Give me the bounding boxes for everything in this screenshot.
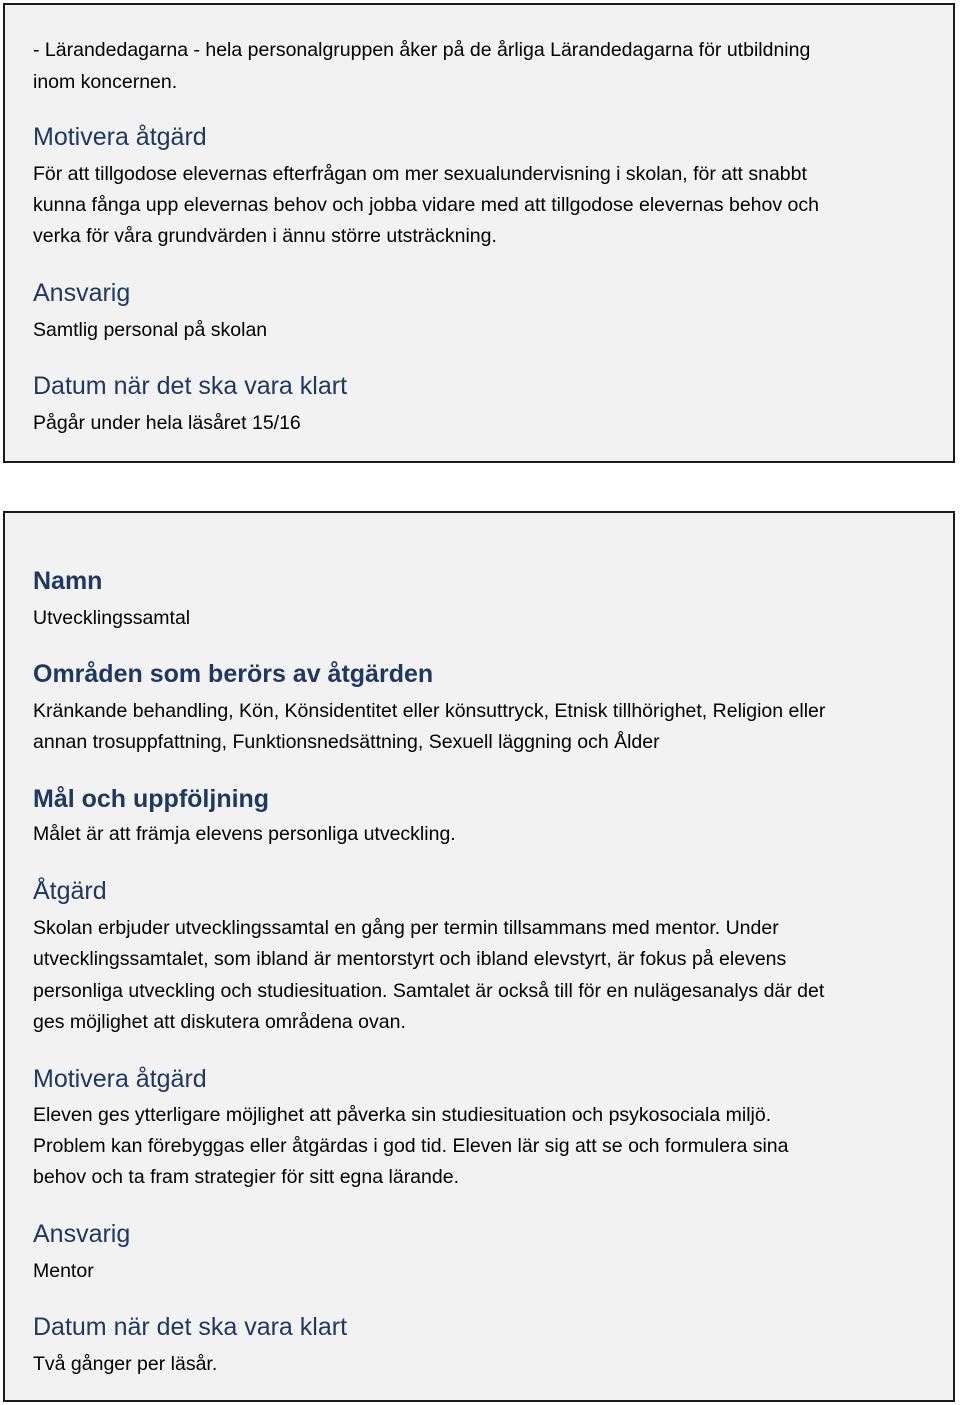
atgard-line: ges möjlighet att diskutera områdena ovan.: [33, 1011, 406, 1033]
datum-heading: Datum när det ska vara klart: [33, 1313, 348, 1341]
action-box-continued: [3, 3, 955, 463]
motivera-line: behov och ta fram strategier för sitt egna lärande.: [33, 1166, 459, 1188]
datum-text: Två gånger per läsår.: [33, 1353, 218, 1375]
ansvarig-text: Mentor: [33, 1260, 94, 1282]
motivera-heading: Motivera åtgärd: [33, 123, 207, 151]
omraden-line: annan trosuppfattning, Funktionsnedsättning, Sexuell läggning och Ålder: [33, 731, 660, 753]
motivera-line: För att tillgodose elevernas efterfrågan om mer sexualundervisning i skolan, för att snabbt: [33, 163, 807, 185]
atgard-heading: Åtgärd: [33, 877, 107, 905]
action-box-utvecklingssamtal: [3, 511, 955, 1402]
atgard-line: utvecklingssamtalet, som ibland är mentorstyrt och ibland elevstyrt, är fokus på elevens: [33, 948, 787, 970]
motivera-line: kunna fånga upp elevernas behov och jobba vidare med att tillgodose elevernas behov och: [33, 194, 819, 216]
mal-heading: Mål och uppföljning: [33, 785, 270, 813]
motivera-heading: Motivera åtgärd: [33, 1065, 207, 1093]
atgard-line: personliga utveckling och studiesituation. Samtalet är också till för en nulägesanalys där det: [33, 980, 825, 1002]
datum-heading: Datum när det ska vara klart: [33, 372, 348, 400]
namn-heading: Namn: [33, 567, 103, 595]
motivera-line: verka för våra grundvärden i ännu större utsträckning.: [33, 225, 497, 247]
motivera-line: Eleven ges ytterligare möjlighet att påverka sin studiesituation och psykosociala miljö.: [33, 1104, 772, 1126]
motivera-line: Problem kan förebyggas eller åtgärdas i god tid. Eleven lär sig att se och formulera sina: [33, 1135, 789, 1157]
datum-text: Pågår under hela läsåret 15/16: [33, 412, 301, 434]
ansvarig-text: Samtlig personal på skolan: [33, 319, 268, 341]
intro-line: - Lärandedagarna - hela personalgruppen åker på de årliga Lärandedagarna för utbildning: [33, 39, 811, 61]
omraden-line: Kränkande behandling, Kön, Könsidentitet eller könsuttryck, Etnisk tillhörighet, Religion eller: [33, 700, 826, 722]
ansvarig-heading: Ansvarig: [33, 279, 131, 307]
atgard-line: Skolan erbjuder utvecklingssamtal en gång per termin tillsammans med mentor. Under: [33, 917, 779, 939]
omraden-heading: Områden som berörs av åtgärden: [33, 660, 434, 688]
mal-text: Målet är att främja elevens personliga utveckling.: [33, 823, 456, 845]
ansvarig-heading: Ansvarig: [33, 1220, 131, 1248]
intro-line: inom koncernen.: [33, 71, 178, 93]
namn-text: Utvecklingssamtal: [33, 607, 191, 629]
